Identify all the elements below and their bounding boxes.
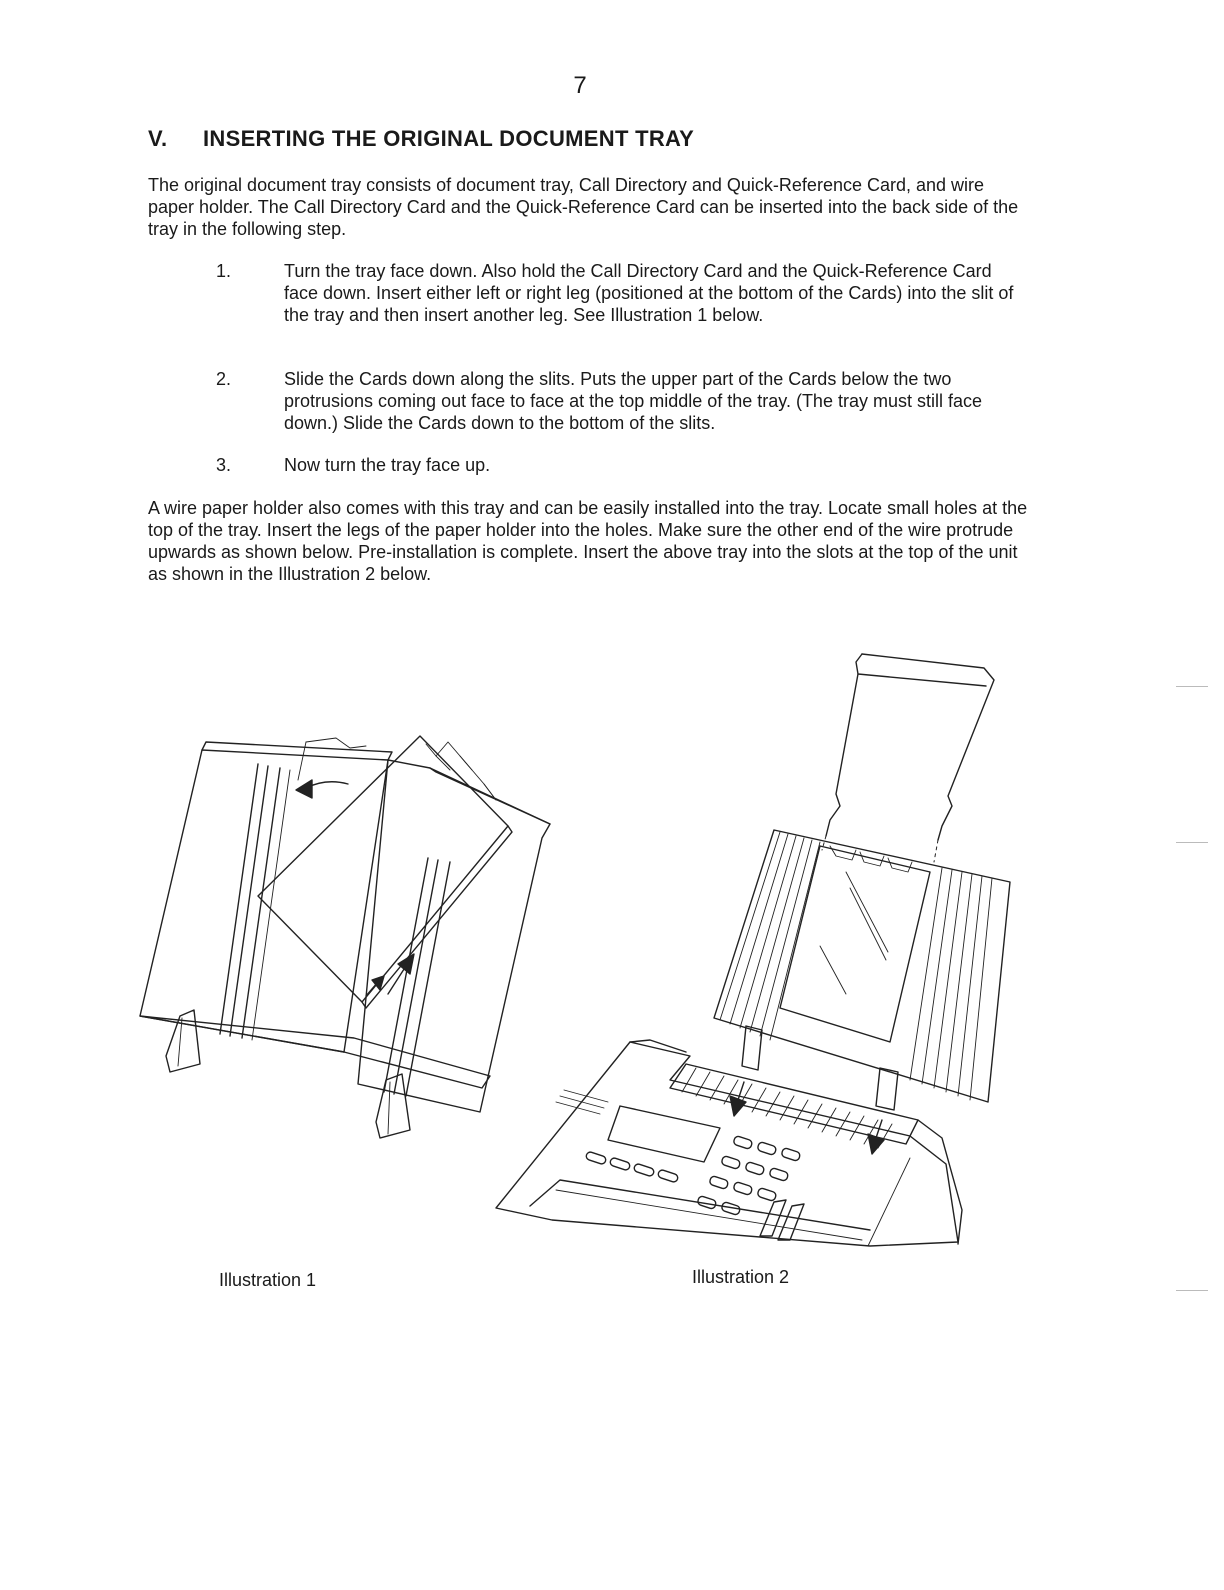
scan-edge-mark (1176, 1290, 1208, 1291)
section-heading (148, 126, 694, 152)
scan-edge-mark (1176, 686, 1208, 687)
illustration-1-caption: Illustration 1 (219, 1270, 317, 1290)
section-numeral: V. (148, 126, 168, 151)
step-item (148, 260, 1028, 348)
closing-paragraph: A wire paper holder also comes with this tray and can be easily installed into the tray. Locate small holes at the top of the tray. Insert the legs of the paper holder into the holes. Make sure the other end of the wire protrude upwards as shown below. Pre-installation is complete. Insert the above tray into the slots at the top of the unit as shown in the Illustration 2 below. (148, 498, 1028, 584)
step-item (148, 368, 1028, 434)
section-title: INSERTING THE ORIGINAL DOCUMENT TRAY (203, 126, 695, 151)
step-number: 2. (216, 369, 232, 389)
step-number: 1. (216, 261, 232, 281)
scan-edge-mark (1176, 842, 1208, 843)
page-number: 7 (573, 72, 587, 99)
step-item (148, 454, 1028, 476)
step-text: Turn the tray face down. Also hold the Call Directory Card and the Quick-Reference Card face down. Insert either left or right leg (positioned at the bottom of the Cards) into the slit of the tray and then insert another leg. See Illustration 1 below. (284, 261, 1014, 325)
step-text: Now turn the tray face up. (284, 455, 491, 475)
step-text: Slide the Cards down along the slits. Puts the upper part of the Cards below the two protrusions coming out face to face at the top middle of the tray. (The tray must still face down.) Slide the Cards down to the bottom of the slits. (284, 369, 982, 433)
intro-paragraph: The original document tray consists of document tray, Call Directory and Quick-Reference Card, and wire paper holder. The Call Directory Card and the Quick-Reference Card can be inserted into the back side of the tray in the following step. (148, 175, 1019, 239)
fax-tray-installation-drawing (490, 650, 1020, 1250)
illustration-2-caption: Illustration 2 (692, 1267, 790, 1287)
step-number: 3. (216, 455, 232, 475)
step-list (148, 260, 1028, 496)
